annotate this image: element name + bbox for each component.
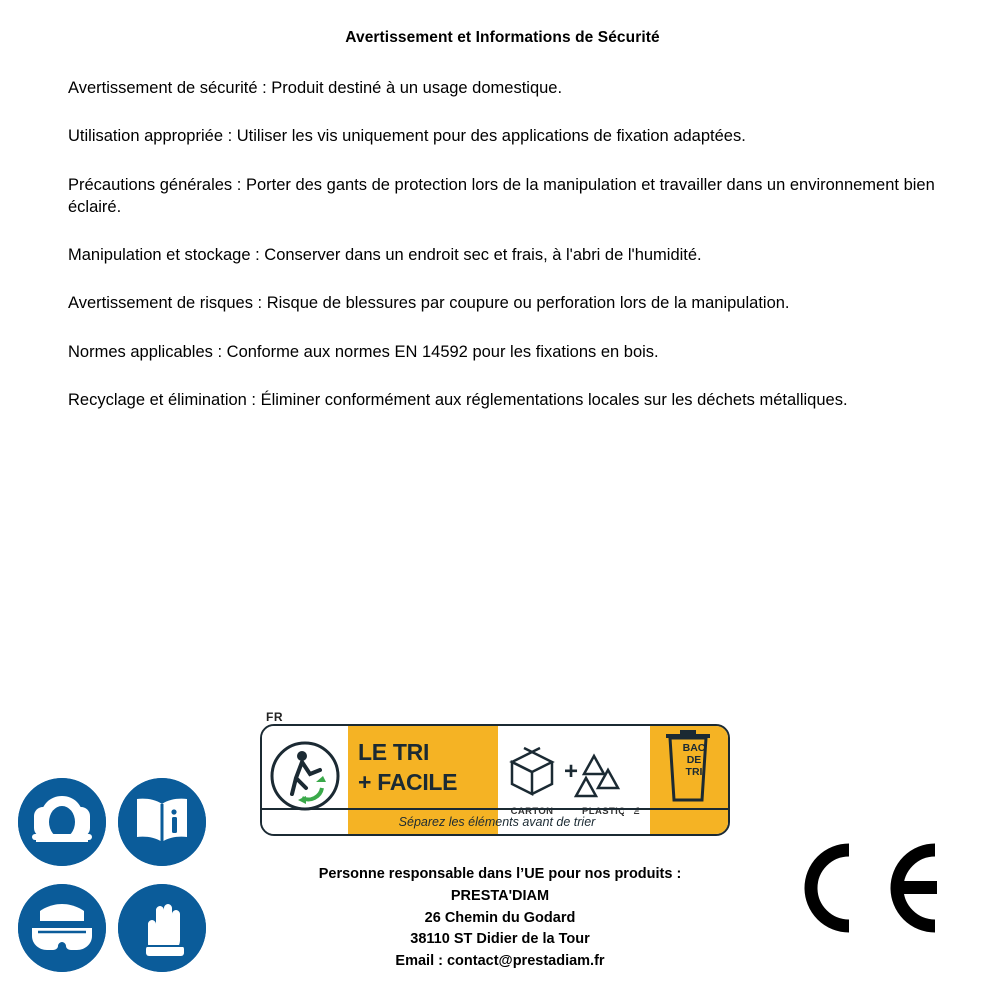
bin-line-2: DE	[686, 754, 702, 767]
bin-label	[668, 742, 720, 778]
mandatory-pictogram-group	[18, 778, 218, 983]
triman-footer-text: Séparez les éléments avant de trier	[262, 808, 730, 834]
heading-after-text: pour nos produits :	[544, 866, 682, 882]
ce-marking-icon	[795, 838, 945, 938]
paragraph-applicable-standards: Normes applicables : Conforme aux normes EN 14592 pour les fixations en bois.	[68, 342, 659, 361]
material-label-carton: CARTON	[510, 806, 554, 817]
paragraph-recycling-disposal: Recyclage et élimination : Éliminer conformément aux réglementations locales sur les déchets métalliques.	[68, 390, 848, 409]
slogan-line-2: + FACILE	[358, 769, 458, 795]
slogan-line-1: LE TRI	[358, 739, 430, 765]
bin-line-1: BAC	[682, 742, 706, 754]
paragraph-safety-warning: Avertissement de sécurité : Produit destiné à un usage domestique.	[68, 79, 563, 97]
read-instructions-icon	[118, 778, 206, 866]
bin-line-3: TRI	[685, 766, 703, 779]
paragraph-appropriate-use: Utilisation appropriée : Utiliser les vis uniquement pour des applications de fixation adaptées.	[68, 127, 746, 146]
materials-plus-sign: +	[564, 758, 579, 785]
address-line-2: 38110 ST Didier de la Tour	[410, 931, 590, 948]
company-name: PRESTA'DIAM	[450, 887, 550, 904]
paragraph-general-precautions: Précautions générales : Porter des gants de protection lors de la manipulation et travailler dans un environnement bien éclairé.	[68, 175, 935, 216]
heading-eu-text: UE	[524, 866, 545, 882]
paragraph-handling-storage: Manipulation et stockage : Conserver dans un endroit sec et frais, à l'abri de l'humidité.	[68, 246, 702, 265]
protective-gloves-icon	[118, 884, 206, 972]
responsible-person-block	[200, 864, 800, 973]
page-title: Avertissement et Informations de Sécurité	[345, 29, 660, 46]
safety-information-body	[0, 47, 1005, 411]
ear-protection-icon	[18, 778, 106, 866]
contact-email: Email : contact@prestadiam.fr	[395, 953, 605, 969]
eye-protection-icon	[18, 884, 106, 972]
footer-area	[0, 690, 1005, 1005]
responsible-person-heading	[200, 864, 800, 886]
paragraph-risk-warning: Avertissement de risques : Risque de blessures par coupure ou perforation lors de la manipulation.	[68, 294, 790, 313]
material-label-plastique: PLASTIQUE	[582, 806, 640, 817]
triman-recycling-label	[260, 710, 730, 840]
address-line-1: 26 Chemin du Godard	[424, 909, 576, 926]
triman-box	[260, 724, 730, 836]
country-code-label: FR	[266, 710, 283, 724]
heading-before-text: Personne responsable dans l’	[318, 866, 525, 882]
